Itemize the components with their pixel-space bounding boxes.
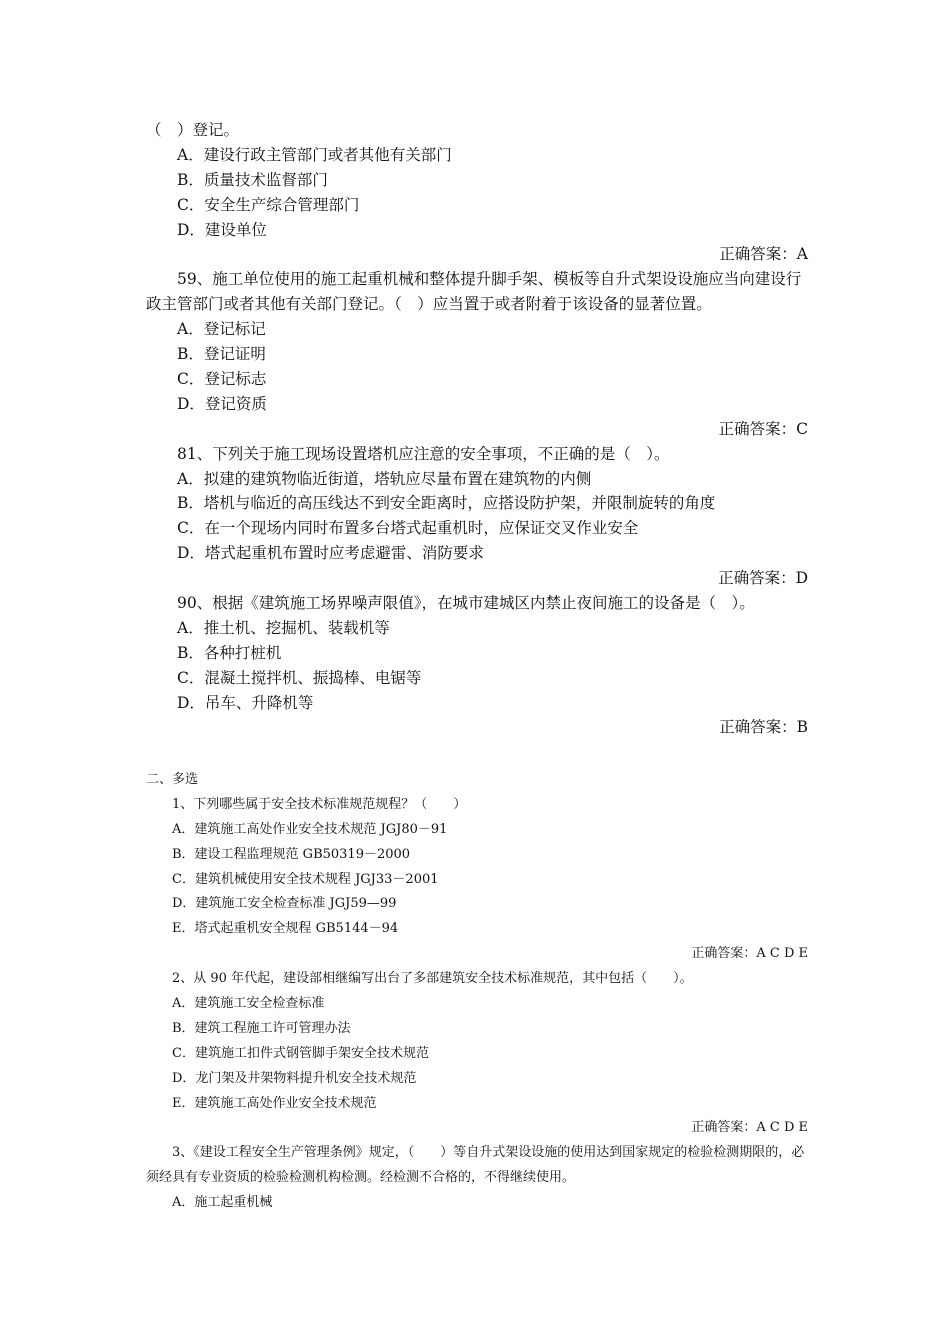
answer-line: 正确答案：B [719, 718, 808, 737]
option-c: C．混凝土搅拌机、振捣棒、电锯等 [177, 668, 422, 687]
answer-line: 正确答案：A C D E [691, 1120, 808, 1136]
option-b: B．塔机与临近的高压线达不到安全距离时，应搭设防护架，并限制旋转的角度 [177, 494, 716, 513]
question-stem: （ ）登记。 [146, 121, 240, 139]
answer-line: 正确答案：A C D E [691, 946, 808, 962]
question-3-stem: 3、《建设工程安全生产管理条例》规定，（ ）等自升式架设设施的使用达到国家规定的检验检测期限的，必须经具有专业资质的检验检测机构检测。经检测不合格的，不得继续使用。 [146, 1145, 805, 1186]
option-a: A．推土机、挖掘机、装载机等 [177, 618, 390, 637]
option-a: A．登记标记 [177, 320, 266, 339]
question-1-stem: 1、下列哪些属于安全技术标准规范规程？（ ） [172, 796, 467, 812]
option-a: A．建筑施工高处作业安全技术规范 JGJ80－91 [172, 821, 448, 837]
option-a: A．拟建的建筑物临近街道，塔轨应尽量布置在建筑物的内侧 [177, 469, 592, 488]
option-d: D．吊车、升降机等 [177, 693, 314, 712]
option-b: B．建设工程监理规范 GB50319－2000 [172, 846, 411, 862]
single-choice-section [146, 118, 808, 740]
option-c: C．建筑施工扣件式钢管脚手架安全技术规范 [172, 1045, 429, 1061]
option-d: D．建筑施工安全检查标准 JGJ59—99 [172, 896, 397, 912]
option-c: C．安全生产综合管理部门 [177, 195, 360, 214]
option-d: D．龙门架及井架物料提升机安全技术规范 [172, 1070, 417, 1086]
option-a: A．施工起重机械 [172, 1195, 273, 1211]
question-59-stem: 59、施工单位使用的施工起重机械和整体提升脚手架、模板等自升式架设设施应当向建设行政主管部门或者其他有关部门登记。（ ）应当置于或者附着于该设备的显著位置。 [146, 270, 802, 314]
option-c: C．登记标志 [177, 369, 267, 388]
option-b: B．登记证明 [177, 345, 266, 364]
option-d: D．塔式起重机布置时应考虑避雷、消防要求 [177, 544, 484, 563]
option-a: A．建设行政主管部门或者其他有关部门 [177, 145, 452, 164]
option-e: E．塔式起重机安全规程 GB5144－94 [172, 921, 399, 937]
option-d: D．登记资质 [177, 394, 267, 413]
option-c: C．建筑机械使用安全技术规程 JGJ33－2001 [172, 871, 439, 887]
answer-line: 正确答案：A [719, 245, 808, 264]
answer-line: 正确答案：D [718, 569, 808, 588]
option-d: D．建设单位 [177, 220, 267, 239]
answer-line: 正确答案：C [718, 419, 808, 438]
option-b: B．质量技术监督部门 [177, 170, 328, 189]
section-title: 二、多选 [146, 772, 199, 787]
option-b: B．建筑工程施工许可管理办法 [172, 1020, 351, 1036]
multiple-choice-section [146, 768, 808, 1216]
option-c: C．在一个现场内同时布置多台塔式起重机时，应保证交叉作业安全 [177, 519, 639, 538]
option-b: B．各种打桩机 [177, 643, 282, 662]
option-e: E．建筑施工高处作业安全技术规范 [172, 1095, 377, 1111]
question-2-stem: 2、从 90 年代起，建设部相继编写出台了多部建筑安全技术标准规范，其中包括（ ）。 [172, 971, 693, 987]
question-90-stem: 90、根据《建筑施工场界噪声限值》，在城市建城区内禁止夜间施工的设备是（ ）。 [177, 593, 755, 612]
option-a: A．建筑施工安全检查标准 [172, 996, 325, 1012]
question-81-stem: 81、下列关于施工现场设置塔机应注意的安全事项，不正确的是（ ）。 [177, 444, 670, 463]
